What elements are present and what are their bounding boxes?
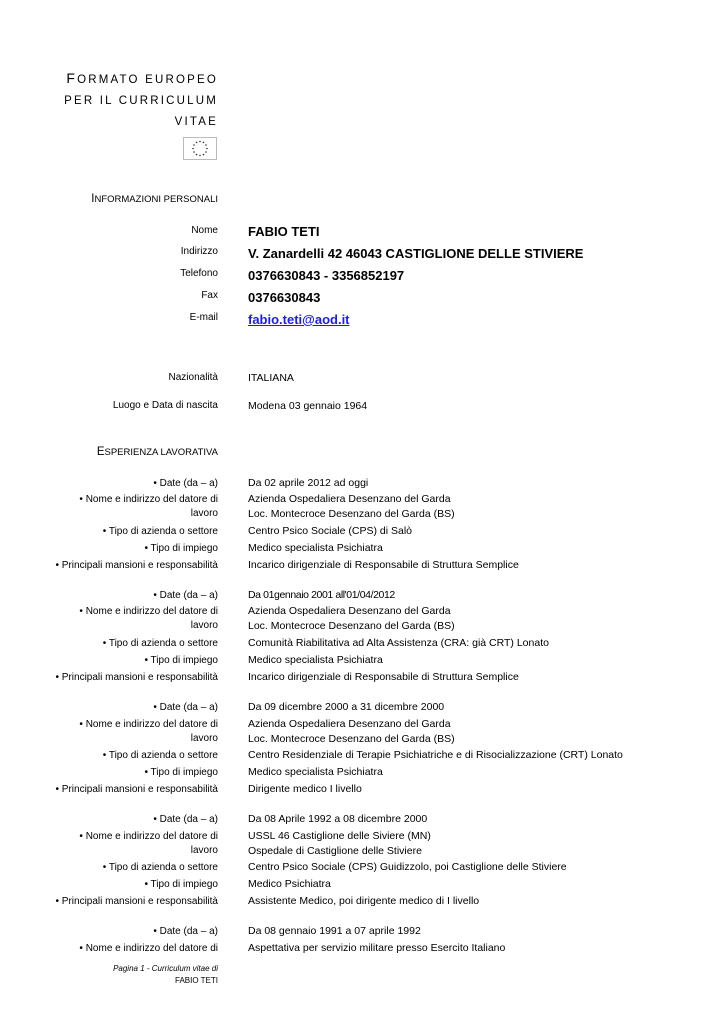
exp-type: Centro Residenziale di Terapie Psichiatriche e di Risocializzazione (CRT) Lonato <box>248 749 623 761</box>
header-line2: PER IL CURRICULUM <box>64 95 218 107</box>
job-label: • Tipo di impiego <box>144 543 218 554</box>
email-link[interactable]: fabio.teti@aod.it <box>248 312 350 327</box>
exp-employer: Azienda Ospedaliera Desenzano del Garda Loc. Montecroce Desenzano del Garda (BS) <box>248 718 455 745</box>
type-label: • Tipo di azienda o settore <box>102 638 218 649</box>
exp-duties: Assistente Medico, poi dirigente medico di I livello <box>248 895 480 907</box>
exp-type: Centro Psico Sociale (CPS) di Salò <box>248 525 412 537</box>
telefono-label: Telefono <box>180 268 218 279</box>
exp-date: Da 08 gennaio 1991 a 07 aprile 1992 <box>248 925 421 937</box>
header-line1: ORMATO EUROPEO <box>77 74 218 86</box>
exp-duties: Dirigente medico I livello <box>248 783 362 795</box>
duties-label: • Principali mansioni e responsabilità <box>55 784 218 795</box>
footer-name-line: FABIO TETI <box>175 976 218 985</box>
exp-duties: Incarico dirigenziale di Responsabile di Struttura Semplice <box>248 671 519 683</box>
employer-label: • Nome e indirizzo del datore di lavoro <box>79 831 218 856</box>
exp-employer: Aspettativa per servizio militare presso Esercito Italiano <box>248 942 506 954</box>
employer-label: • Nome e indirizzo del datore di lavoro <box>79 494 218 519</box>
nascita-value: Modena 03 gennaio 1964 <box>248 400 368 412</box>
exp-type: Comunità Riabilitativa ad Alta Assistenza (CRA: già CRT) Lonato <box>248 637 549 649</box>
indirizzo-label: Indirizzo <box>180 246 218 257</box>
exp-job: Medico specialista Psichiatra <box>248 766 383 778</box>
exp-date: Da 02 aprile 2012 ad oggi <box>248 477 369 489</box>
date-label: • Date (da – a) <box>153 702 218 713</box>
header-initial: F <box>66 70 78 86</box>
page-footer <box>113 963 218 987</box>
type-label: • Tipo di azienda o settore <box>102 526 218 537</box>
nascita-label: Luogo e Data di nascita <box>112 400 218 411</box>
exp-employer: USSL 46 Castiglione delle Siviere (MN) Ospedale di Castiglione delle Stiviere <box>248 830 431 857</box>
job-label: • Tipo di impiego <box>144 767 218 778</box>
telefono-value: 0376630843 - 3356852197 <box>248 268 405 283</box>
type-label: • Tipo di azienda o settore <box>102 750 218 761</box>
date-label: • Date (da – a) <box>153 814 218 825</box>
exp-date: Da 08 Aprile 1992 a 08 dicembre 2000 <box>248 813 428 825</box>
fax-label: Fax <box>201 290 218 301</box>
employer-label: • Nome e indirizzo del datore di lavoro <box>79 719 218 744</box>
fax-value: 0376630843 <box>248 290 321 305</box>
job-label: • Tipo di impiego <box>144 655 218 666</box>
date-label: • Date (da – a) <box>153 590 218 601</box>
exp-employer: Azienda Ospedaliera Desenzano del Garda Loc. Montecroce Desenzano del Garda (BS) <box>248 605 455 632</box>
exp-employer: Azienda Ospedaliera Desenzano del Garda Loc. Montecroce Desenzano del Garda (BS) <box>248 493 455 520</box>
nome-label: Nome <box>191 225 218 236</box>
type-label: • Tipo di azienda o settore <box>102 862 218 873</box>
exp-job: Medico Psichiatra <box>248 878 331 890</box>
nazionalita-value: ITALIANA <box>248 372 294 384</box>
duties-label: • Principali mansioni e responsabilità <box>55 672 218 683</box>
duties-label: • Principali mansioni e responsabilità <box>55 560 218 571</box>
exp-date: Da 09 dicembre 2000 a 31 dicembre 2000 <box>248 701 445 713</box>
section-personal-info: INFORMAZIONI PERSONALI <box>91 193 218 205</box>
cv-header <box>64 68 218 133</box>
exp-job: Medico specialista Psichiatra <box>248 654 383 666</box>
footer-page-line: Pagina 1 - Curriculum vitae di <box>113 964 218 973</box>
eu-flag-icon <box>183 137 217 160</box>
exp-duties: Incarico dirigenziale di Responsabile di Struttura Semplice <box>248 559 519 571</box>
duties-label: • Principali mansioni e responsabilità <box>55 896 218 907</box>
exp-job: Medico specialista Psichiatra <box>248 542 383 554</box>
exp-type: Centro Psico Sociale (CPS) Guidizzolo, poi Castiglione delle Stiviere <box>248 861 567 873</box>
section-work-experience: ESPERIENZA LAVORATIVA <box>96 446 218 458</box>
header-line3: VITAE <box>174 116 218 128</box>
date-label: • Date (da – a) <box>153 478 218 489</box>
job-label: • Tipo di impiego <box>144 879 218 890</box>
exp-date: Da 01gennaio 2001 all'01/04/2012 <box>248 589 395 601</box>
employer-label: • Nome e indirizzo del datore di <box>79 943 218 954</box>
nome-value: FABIO TETI <box>248 224 320 239</box>
employer-label: • Nome e indirizzo del datore di lavoro <box>79 606 218 631</box>
indirizzo-value: V. Zanardelli 42 46043 CASTIGLIONE DELLE STIVIERE <box>248 246 584 261</box>
nazionalita-label: Nazionalità <box>168 372 218 383</box>
email-label: E-mail <box>189 312 218 323</box>
date-label: • Date (da – a) <box>153 926 218 937</box>
